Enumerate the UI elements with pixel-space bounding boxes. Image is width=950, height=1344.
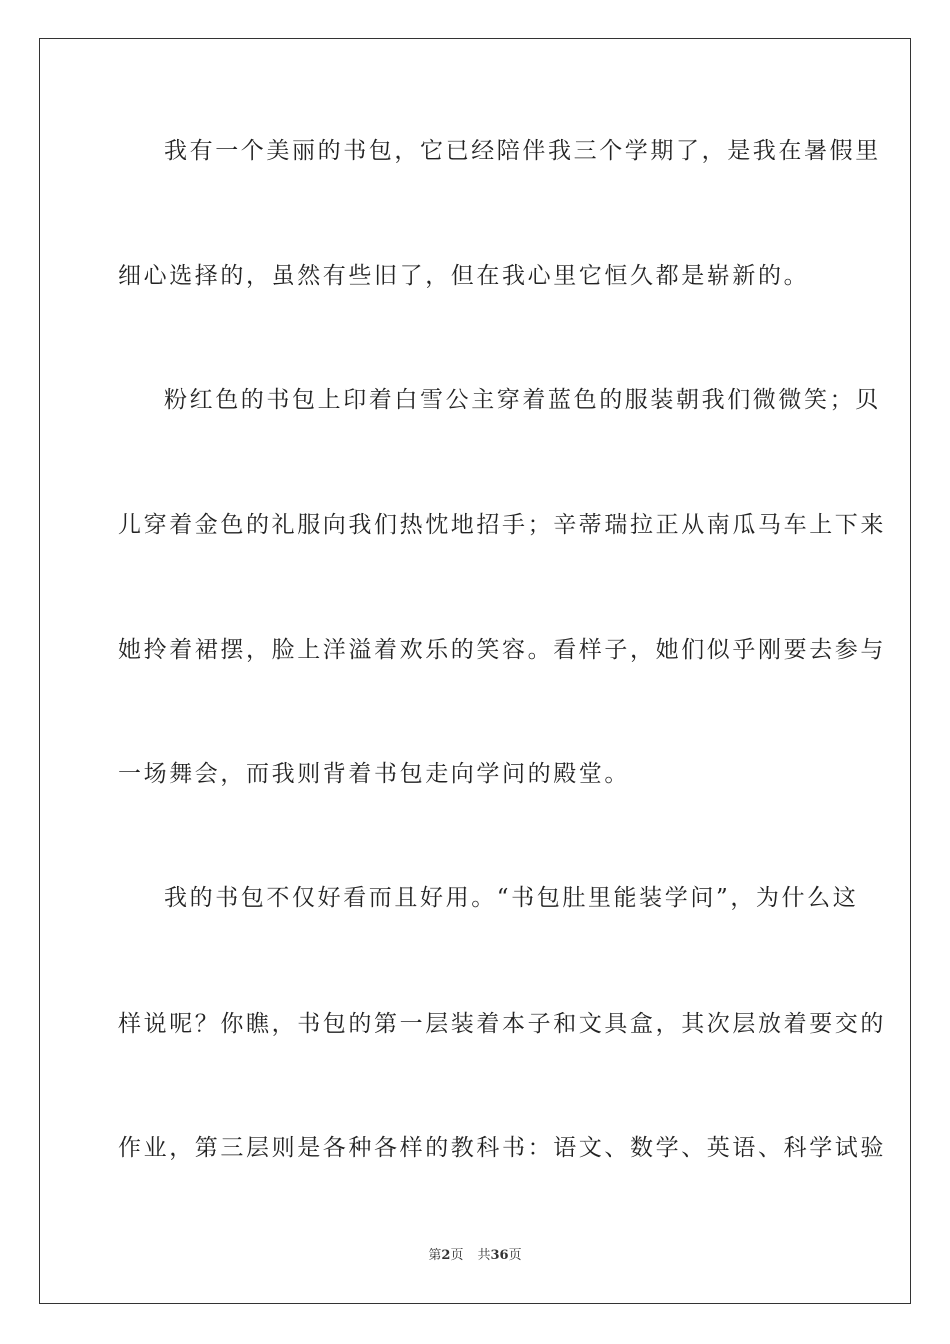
paragraph-2-line-3: 她拎着裙摆，脸上洋溢着欢乐的笑容。看样子，她们似乎刚要去参与 bbox=[118, 637, 886, 663]
total-suffix: 页 bbox=[508, 1248, 522, 1263]
page-number: 2 bbox=[441, 1248, 451, 1263]
page-border bbox=[39, 38, 911, 1304]
paragraph-2-line-4: 一场舞会，而我则背着书包走向学问的殿堂。 bbox=[118, 761, 630, 787]
paragraph-1-line-2: 细心选择的，虽然有些旧了，但在我心里它恒久都是崭新的。 bbox=[118, 263, 810, 289]
page-suffix: 页 bbox=[450, 1248, 464, 1263]
paragraph-3-line-3: 作业，第三层则是各种各样的教科书：语文、数学、英语、科学试验 bbox=[118, 1135, 886, 1161]
paragraph-3-line-1: 我的书包不仅好看而且好用。“书包肚里能装学问”，为什么这 bbox=[164, 885, 859, 911]
total-pages: 36 bbox=[490, 1248, 509, 1263]
paragraph-1-line-1: 我有一个美丽的书包，它已经陪伴我三个学期了，是我在暑假里 bbox=[164, 138, 881, 164]
page-prefix: 第 bbox=[428, 1248, 442, 1263]
paragraph-2-line-1: 粉红色的书包上印着白雪公主穿着蓝色的服装朝我们微微笑；贝 bbox=[164, 387, 881, 413]
paragraph-2-line-2: 儿穿着金色的礼服向我们热忱地招手；辛蒂瑞拉正从南瓜马车上下来 bbox=[118, 512, 886, 538]
total-prefix: 共 bbox=[477, 1248, 491, 1263]
paragraph-3-line-2: 样说呢？你瞧，书包的第一层装着本子和文具盒，其次层放着要交的 bbox=[118, 1011, 886, 1037]
page-footer bbox=[0, 1246, 950, 1266]
